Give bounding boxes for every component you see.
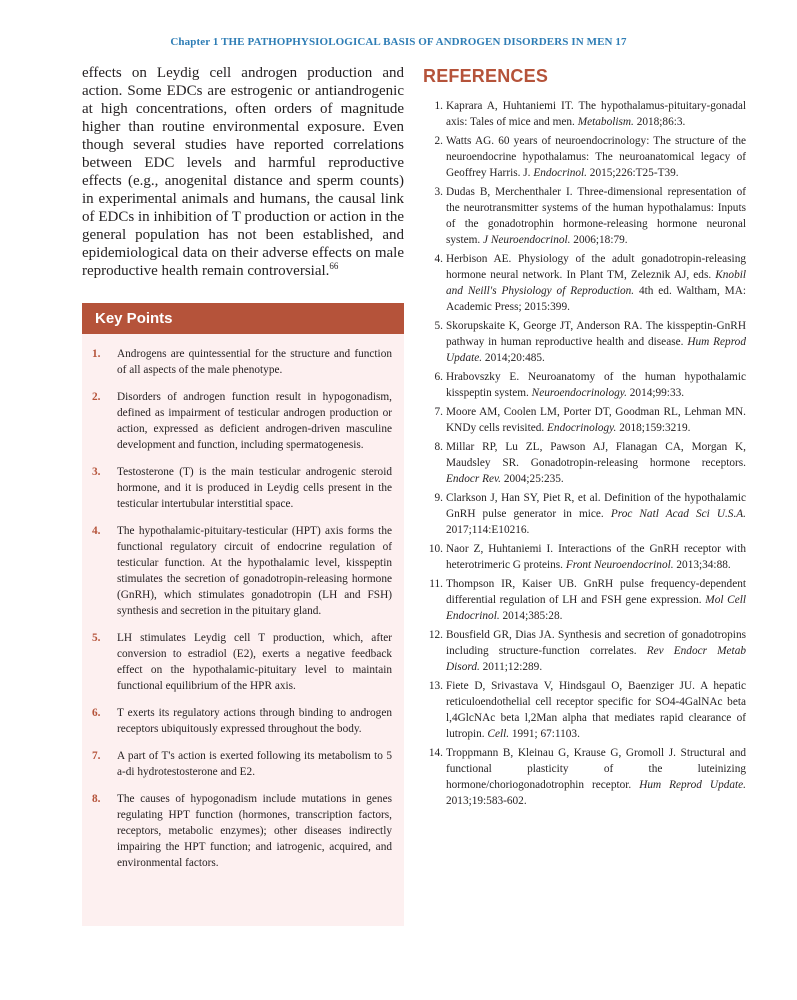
key-point-number: 1. (92, 348, 101, 360)
reference-number: 10. (428, 543, 443, 555)
reference-authors-title: Watts AG. 60 years of neuroendocrinology: The structure of the neuroendocrine hypothalamus: The neuroanatomical legacy of Geoffrey Harris. J. (446, 135, 746, 179)
reference-volume-pages: 2004;25:235. (501, 473, 564, 485)
key-points-title: Key Points (82, 303, 404, 334)
key-point-item (92, 705, 392, 737)
reference-text (446, 318, 746, 366)
reference-journal: Hum Reprod Update. (639, 779, 746, 791)
reference-volume-pages: 2015;226:T25-T39. (586, 167, 679, 179)
reference-number: 13. (428, 680, 443, 692)
reference-authors-title: Thompson IR, Kaiser UB. GnRH pulse frequency-dependent differential regulation of LH and FSH gene expression. (446, 578, 746, 606)
reference-journal: Endocr Rev. (446, 473, 501, 485)
key-point-number: 2. (92, 391, 101, 403)
reference-authors-title: Dudas B, Merchenthaler I. Three-dimensional representation of the neurotransmitter systems of the human hypothalamus: Inputs of the gonadotrophin hormone-releasing hormone neuronal system. (446, 186, 746, 246)
reference-text (446, 541, 746, 573)
reference-authors-title: Kaprara A, Huhtaniemi IT. The hypothalamus-pituitary-gonadal axis: Tales of mice and men. (446, 100, 746, 128)
reference-volume-pages: 2018;86:3. (633, 116, 686, 128)
reference-item (423, 490, 746, 538)
reference-text (446, 490, 746, 538)
key-point-number: 3. (92, 466, 101, 478)
reference-text (446, 184, 746, 248)
reference-volume-pages: 2011;12:289. (479, 661, 543, 673)
reference-number: 5. (434, 320, 443, 332)
reference-volume-pages: 1991; 67:1103. (509, 728, 580, 740)
key-point-text: LH stimulates Leydig cell T production, which, after conversion to estradiol (E2), exerts a negative feedback effect on the hypothalamic-pituitary level to maintain functional equilibrium of the HPR axis. (117, 632, 392, 692)
reference-volume-pages: 2018;159:3219. (616, 422, 691, 434)
reference-number: 1. (434, 100, 443, 112)
reference-authors-title: Herbison AE. Physiology of the adult gonadotropin-releasing hormone neural network. In Plant TM, Zeleznik AJ, eds. (446, 253, 746, 281)
reference-text (446, 98, 746, 130)
key-points-list (82, 334, 404, 871)
reference-authors-title: Moore AM, Coolen LM, Porter DT, Goodman RL, Lehman MN. KNDy cells revisited. (446, 406, 746, 434)
key-point-text: A part of T's action is exerted following its metabolism to 5 a-di hydrotestosterone and E2. (117, 750, 392, 778)
reference-number: 4. (434, 253, 443, 265)
references-column (423, 66, 746, 812)
reference-journal: Mol Cell Endocrinol. (446, 594, 746, 622)
reference-authors-title: Troppmann B, Kleinau G, Krause G, Gromoll J. Structural and functional plasticity of the luteinizing hormone/choriogonadotrophin receptor. (446, 747, 746, 791)
reference-journal: Knobil and Neill's Physiology of Reproduction. (446, 269, 746, 297)
reference-volume-pages: 2013;19:583-602. (446, 795, 527, 807)
key-point-item (92, 791, 392, 871)
reference-journal: Proc Natl Acad Sci U.S.A. (610, 508, 746, 520)
reference-text (446, 678, 746, 742)
reference-journal: J Neuroendocrinol. (483, 234, 571, 246)
reference-item (423, 98, 746, 130)
reference-authors-title: Hrabovszky E. Neuroanatomy of the human hypothalamic kisspeptin system. (446, 371, 746, 399)
reference-journal: Metabolism. (577, 116, 634, 128)
key-point-item (92, 346, 392, 378)
reference-number: 7. (434, 406, 443, 418)
key-point-item (92, 389, 392, 453)
reference-text (446, 576, 746, 624)
reference-text (446, 745, 746, 809)
key-point-number: 8. (92, 793, 101, 805)
key-point-number: 4. (92, 525, 101, 537)
reference-volume-pages: 2014;385:28. (499, 610, 563, 622)
key-point-item (92, 464, 392, 512)
reference-authors-title: Clarkson J, Han SY, Piet R, et al. Definition of the hypothalamic GnRH pulse generator in mice. (446, 492, 746, 520)
reference-text (446, 439, 746, 487)
reference-item (423, 678, 746, 742)
reference-text (446, 133, 746, 181)
reference-item (423, 541, 746, 573)
reference-authors-title: Skorupskaite K, George JT, Anderson RA. The kisspeptin-GnRH pathway in human reproductive health and disease. (446, 320, 746, 348)
reference-authors-title: Fiete D, Srivastava V, Hindsgaul O, Baenziger JU. A hepatic reticuloendothelial cell receptor specific for SO4-4GalNAc beta l,4GlcNAc beta l,2Man alpha that mediates rapid clearance of lutropin. (446, 680, 746, 740)
reference-volume-pages: 4th ed. Waltham, MA: Academic Press; 2015:399. (446, 285, 746, 313)
reference-item (423, 404, 746, 436)
key-point-item (92, 630, 392, 694)
key-point-text: The hypothalamic-pituitary-testicular (HPT) axis forms the functional regulatory circuit of endocrine regulation of testicular function. At the hypothalamic level, kisspeptin stimulates the secretion of gonadotropin-releasing hormone (GnRH), which stimulates gonadotropin (LH and FSH) synthesis and secretion in the pituitary gland. (117, 525, 392, 617)
reference-authors-title: Bousfield GR, Dias JA. Synthesis and secretion of gonadotropins including structure-function correlates. (446, 629, 746, 657)
reference-journal: Endocrinol. (533, 167, 587, 179)
reference-number: 9. (434, 492, 443, 504)
reference-item (423, 369, 746, 401)
reference-item (423, 576, 746, 624)
reference-item (423, 439, 746, 487)
reference-item (423, 133, 746, 181)
references-list (423, 98, 746, 809)
reference-item (423, 251, 746, 315)
reference-journal: Rev Endocr Metab Disord. (446, 645, 746, 673)
reference-number: 6. (434, 371, 443, 383)
reference-journal: Front Neuroendocrinol. (565, 559, 674, 571)
reference-text (446, 627, 746, 675)
key-point-number: 6. (92, 707, 101, 719)
body-paragraph-text: effects on Leydig cell androgen production and action. Some EDCs are estrogenic or antiandrogenic at high concentrations, often orders of magnitude higher than routine environmental exposure. Even though several studies have reported correlations between EDC levels and harmful reproductive effects (e.g., anogenital distance and sperm counts) in experimental animals and humans, the causal link of EDCs in inhibition of T production or action in the general population has not been established, and epidemiological data on their adverse effects on male reproductive health remain controversial. (82, 65, 404, 279)
reference-authors-title: Millar RP, Lu ZL, Pawson AJ, Flanagan CA, Morgan K, Maudsley SR. Gonadotropin-releasing hormone receptors. (446, 441, 746, 469)
reference-number: 8. (434, 441, 443, 453)
reference-journal: Hum Reprod Update. (446, 336, 746, 364)
key-points-box (82, 303, 404, 926)
references-heading: REFERENCES (423, 66, 549, 86)
body-column (82, 64, 404, 280)
key-point-item (92, 748, 392, 780)
key-point-text: T exerts its regulatory actions through binding to androgen receptors ubiquitously expressed throughout the body. (117, 707, 392, 735)
key-point-item (92, 523, 392, 619)
reference-journal: Endocrinology. (547, 422, 617, 434)
key-point-text: Testosterone (T) is the main testicular androgenic steroid hormone, and it is produced in Leydig cells present in the testicular intertubular interstitial space. (117, 466, 392, 510)
reference-number: 2. (434, 135, 443, 147)
key-point-number: 7. (92, 750, 101, 762)
reference-authors-title: Naor Z, Huhtaniemi I. Interactions of the GnRH receptor with heterotrimeric G proteins. (446, 543, 746, 571)
reference-text (446, 404, 746, 436)
reference-volume-pages: 2017;114:E10216. (446, 524, 530, 536)
reference-volume-pages: 2014;20:485. (482, 352, 545, 364)
citation-superscript: 66 (329, 261, 339, 271)
reference-journal: Neuroendocrinology. (531, 387, 627, 399)
reference-text (446, 251, 746, 315)
key-point-text: Androgens are quintessential for the structure and function of all aspects of the male phenotype. (117, 348, 392, 376)
reference-item (423, 627, 746, 675)
key-point-text: The causes of hypogonadism include mutations in genes regulating HPT function (hormones, transcription factors, receptors, metabolic enzymes); other diseases indirectly impairing the HPT function; and iatrogenic, acquired, and environmental factors. (117, 793, 392, 869)
reference-volume-pages: 2006;18:79. (570, 234, 628, 246)
reference-item (423, 318, 746, 366)
reference-number: 12. (428, 629, 443, 641)
reference-item (423, 184, 746, 248)
key-point-number: 5. (92, 632, 101, 644)
reference-volume-pages: 2013;34:88. (673, 559, 731, 571)
reference-text (446, 369, 746, 401)
body-paragraph (82, 64, 404, 280)
key-point-text: Disorders of androgen function result in hypogonadism, defined as impairment of testicular androgen production or action, expressed as deficient androgen-driven masculine development and function, including spermatogenesis. (117, 391, 392, 451)
running-head: Chapter 1 THE PATHOPHYSIOLOGICAL BASIS OF ANDROGEN DISORDERS IN MEN 17 (170, 36, 627, 48)
reference-item (423, 745, 746, 809)
reference-journal: Cell. (487, 728, 510, 740)
reference-volume-pages: 2014;99:33. (626, 387, 685, 399)
reference-number: 11. (429, 578, 443, 590)
reference-number: 14. (428, 747, 443, 759)
reference-number: 3. (434, 186, 443, 198)
